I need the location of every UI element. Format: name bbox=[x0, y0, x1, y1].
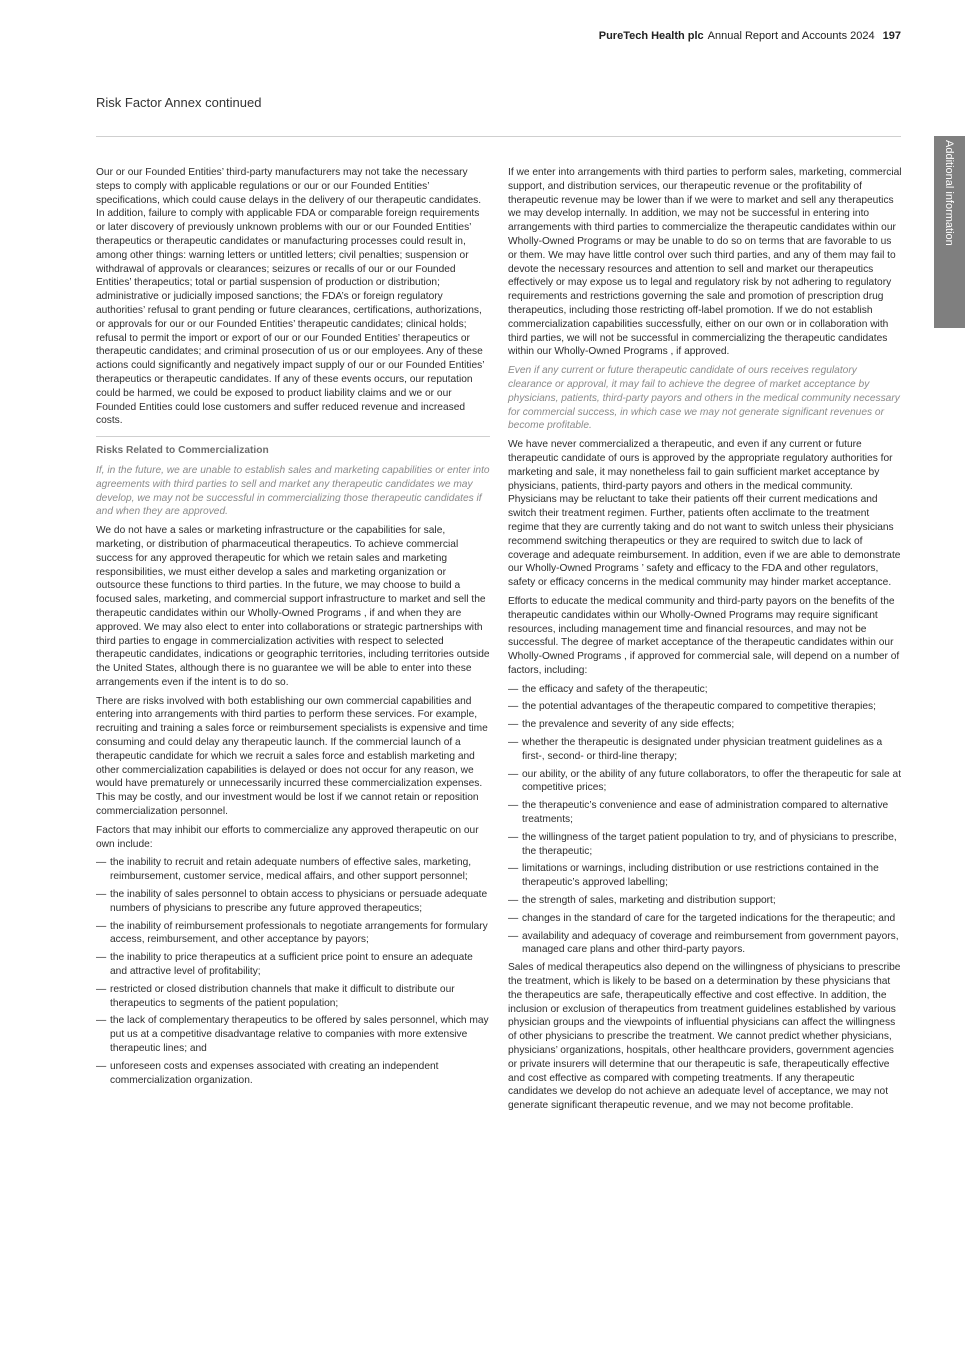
list-item: — the efficacy and safety of the therapeutic; bbox=[508, 683, 902, 697]
company-name: PureTech Health plc bbox=[598, 30, 704, 42]
list-item: — restricted or closed distribution channels that make it difficult to distribute our therapeutics to segments of the patient population; bbox=[96, 983, 490, 1011]
paragraph: Our or our Founded Entities’ third-party manufacturers may not take the necessary steps to comply with applicable regulations or our or our Founded Entities’ specifications, which could cause delays in the delivery of our therapeutic candidates. In addition, failure to comply with applicable FDA or comparable foreign requirements or later discovery of previously unknown problems with our or our Founded Entities’ therapeutics or therapeutic candidates or manufacturing processes could result in, among other things: warning letters or untitled letters; civil penalties; suspension or withdrawal of approvals or clearances; seizures or recalls of our or our Founded Entities’ therapeutics; total or partial suspension of production or distribution; administrative or judicially imposed sanctions; the FDA’s or foreign regulatory authorities’ refusal to grant pending or future clearances, certifications, authorizations, or approvals for our or our Founded Entities’ therapeutic candidates; clinical holds; refusal to permit the import or export of our or our Founded Entities’ therapeutics or therapeutic candidates; and criminal prosecution of us or our employees. Any of these actions could significantly and negatively impact supply of our or our Founded Entities’ therapeutics or therapeutic candidates. If any of these events occurs, our reputation could be harmed, we could be exposed to product liability claims and we or our Founded Entities could lose customers and suffer reduced revenue and increased costs. bbox=[96, 167, 485, 427]
list-item: — the inability of reimbursement professionals to negotiate arrangements for formulary access, reimbursement, and other acceptance by payors; bbox=[96, 920, 490, 948]
running-header bbox=[599, 30, 901, 42]
risk-summary-italic: If, in the future, we are unable to establish sales and marketing capabilities or enter into agreements with third parties to sell and market any therapeutic candidates we may develop, we may not be successful in commercializing those therapeutic candidates if and when they are approved. bbox=[96, 464, 490, 518]
list-item: — our ability, or the ability of any future collaborators, to offer the therapeutic for sale at competitive prices; bbox=[508, 768, 902, 796]
report-title: Annual Report and Accounts 2024 bbox=[707, 30, 875, 42]
risk-summary-italic: Even if any current or future therapeutic candidate of ours receives regulatory clearance or approval, it may fail to achieve the degree of market acceptance by physicians, patients, third-party payors and others in the medical community necessary for commercial success, in which case we may not generate significant revenues or become profitable. bbox=[508, 365, 900, 432]
header-divider bbox=[96, 136, 901, 137]
bullet-list bbox=[508, 683, 902, 958]
list-item: — the inability to recruit and retain adequate numbers of effective sales, marketing, reimbursement, customer service, medical affairs, and other support personnel; bbox=[96, 856, 490, 884]
list-item: — the inability to price therapeutics at a sufficient price point to ensure an adequate and attractive level of profitability; bbox=[96, 951, 490, 979]
side-tab bbox=[934, 136, 965, 328]
section-title: Risk Factor Annex continued bbox=[96, 95, 262, 110]
list-item: — availability and adequacy of coverage and reimbursement from government payors, managed care plans and other third-party payors. bbox=[508, 930, 902, 958]
subheading: Risks Related to Commercialization bbox=[96, 436, 490, 458]
list-item: — limitations or warnings, including distribution or use restrictions contained in the therapeutic’s approved labelling; bbox=[508, 862, 902, 890]
list-item: — the therapeutic’s convenience and ease of administration compared to alternative treatments; bbox=[508, 799, 902, 827]
list-item: — changes in the standard of care for the targeted indications for the therapeutic; and bbox=[508, 912, 902, 926]
list-item: — the inability of sales personnel to obtain access to physicians or persuade adequate numbers of physicians to prescribe any future approved therapeutics; bbox=[96, 888, 490, 916]
paragraph: We have never commercialized a therapeutic, and even if any current or future therapeutic candidate of ours is approved by the appropriate regulatory authorities for marketing and sale, it may nonetheless fail to gain sufficient market acceptance by physicians, patients, third-party payors and others in the medical community. Physicians may be reluctant to take their patients off their current medications and switch their treatment regimen. Further, patients often acclimate to the treatment regime that they are currently taking and do not want to switch unless their physicians recommend switching therapeutics or they are required to switch due to lack of coverage and adequate reimbursement. In addition, even if we are able to demonstrate our Wholly-Owned Programs ’ safety and efficacy to the FDA and other regulators, safety or efficacy concerns in the medical community may hinder market acceptance. bbox=[508, 439, 901, 589]
list-item: — the strength of sales, marketing and distribution support; bbox=[508, 894, 902, 908]
right-column bbox=[508, 166, 902, 1118]
page-number: 197 bbox=[882, 30, 901, 42]
paragraph: There are risks involved with both establishing our own commercial capabilities and entering into arrangements with third parties to perform these services. For example, recruiting and training a sales force or reimbursement specialists is expensive and time consuming and could delay any therapeutic launch. If the commercial launch of a therapeutic candidate for which we recruit a sales force and establish marketing and other commercialization capabilities is delayed or does not occur for any reason, we would have prematurely or unnecessarily incurred these commercialization expenses. This may be costly, and our investment would be lost if we cannot retain or reposition commercialization personnel. bbox=[96, 695, 488, 818]
paragraph: Sales of medical therapeutics also depend on the willingness of physicians to prescribe the treatment, which is likely to be based on a determination by these physicians that the therapeutics are safe, therapeutically effective and cost effective. In addition, the inclusion or exclusion of therapeutics from treatment guidelines established by various physician groups and the viewpoints of influential physicians can affect the willingness of other physicians to prescribe the treatment. We cannot predict whether physicians, physicians’ organizations, hospitals, other healthcare providers, government agencies or private insurers will determine that our therapeutic is safe, therapeutically effective and cost effective as compared with competing treatments. If any therapeutic candidates we develop do not achieve an adequate level of acceptance, we may not generate significant therapeutic revenue, and we may not become profitable. bbox=[508, 962, 901, 1112]
bullet-list bbox=[96, 856, 490, 1087]
list-item: — whether the therapeutic is designated under physician treatment guidelines as a first-, second- or third-line therapy; bbox=[508, 736, 902, 764]
paragraph: Factors that may inhibit our efforts to commercialize any approved therapeutic on our own include: bbox=[96, 824, 479, 850]
list-item: — the potential advantages of the therapeutic compared to competitive therapies; bbox=[508, 700, 902, 714]
list-item: — the willingness of the target patient population to try, and of physicians to prescribe, the therapeutic; bbox=[508, 831, 902, 859]
list-item: — the prevalence and severity of any side effects; bbox=[508, 718, 902, 732]
list-item: — unforeseen costs and expenses associated with creating an independent commercialization organization. bbox=[96, 1060, 490, 1088]
left-column bbox=[96, 166, 490, 1091]
side-tab-label: Additional information bbox=[943, 140, 955, 246]
paragraph: Efforts to educate the medical community and third-party payors on the benefits of the therapeutic candidates within our Wholly-Owned Programs may require significant resources, including management time and financial resources, and may not be successful. The degree of market acceptance of the therapeutic candidates within our Wholly-Owned Programs , if approved for commercial sale, will depend on a number of factors, including: bbox=[508, 595, 900, 676]
paragraph: If we enter into arrangements with third parties to perform sales, marketing, commercial support, and distribution services, our therapeutic revenue or the profitability of therapeutic revenue may be lower than if we were to market and sell any therapeutics we may develop internally. In addition, we may not be successful in entering into arrangements with third parties to commercialize the therapeutic candidates within our Wholly-Owned Programs or may be unable to do so on terms that are favorable to us or them. We may have little control over such third parties, and any of them may fail to devote the necessary resources and attention to sell and market our therapeutics effectively or may expose us to legal and regulatory risk by not adhering to regulatory requirements and restrictions governing the sale and promotion of prescription drug therapeutics, including those restricting off-label promotion. If we do not establish commercialization capabilities successfully, either on our own or in collaboration with third parties, we will not be successful in commercializing the therapeutic candidates within our Wholly-Owned Programs , if approved. bbox=[508, 167, 902, 358]
paragraph: We do not have a sales or marketing infrastructure or the capabilities for sale, marketing, or distribution of pharmaceutical therapeutics. To achieve commercial success for any approved therapeutic for which we retain sales and marketing responsibilities, we must either develop a sales and marketing organization or outsource these functions to third parties. In the future, we may choose to build a focused sales, marketing, and commercial support infrastructure to market and sell the therapeutic candidates within our Wholly-Owned Programs , if and when they are approved. We may also elect to enter into collaborations or strategic partnerships with third parties to engage in commercialization activities with respect to selected therapeutic candidates, indications or geographic territories, including territories outside the United States, although there is no guarantee we will be able to enter into these arrangements even if the intent is to do so. bbox=[96, 525, 490, 688]
list-item: — the lack of complementary therapeutics to be offered by sales personnel, which may put us at a competitive disadvantage relative to companies with more extensive therapeutic lines; and bbox=[96, 1014, 490, 1055]
